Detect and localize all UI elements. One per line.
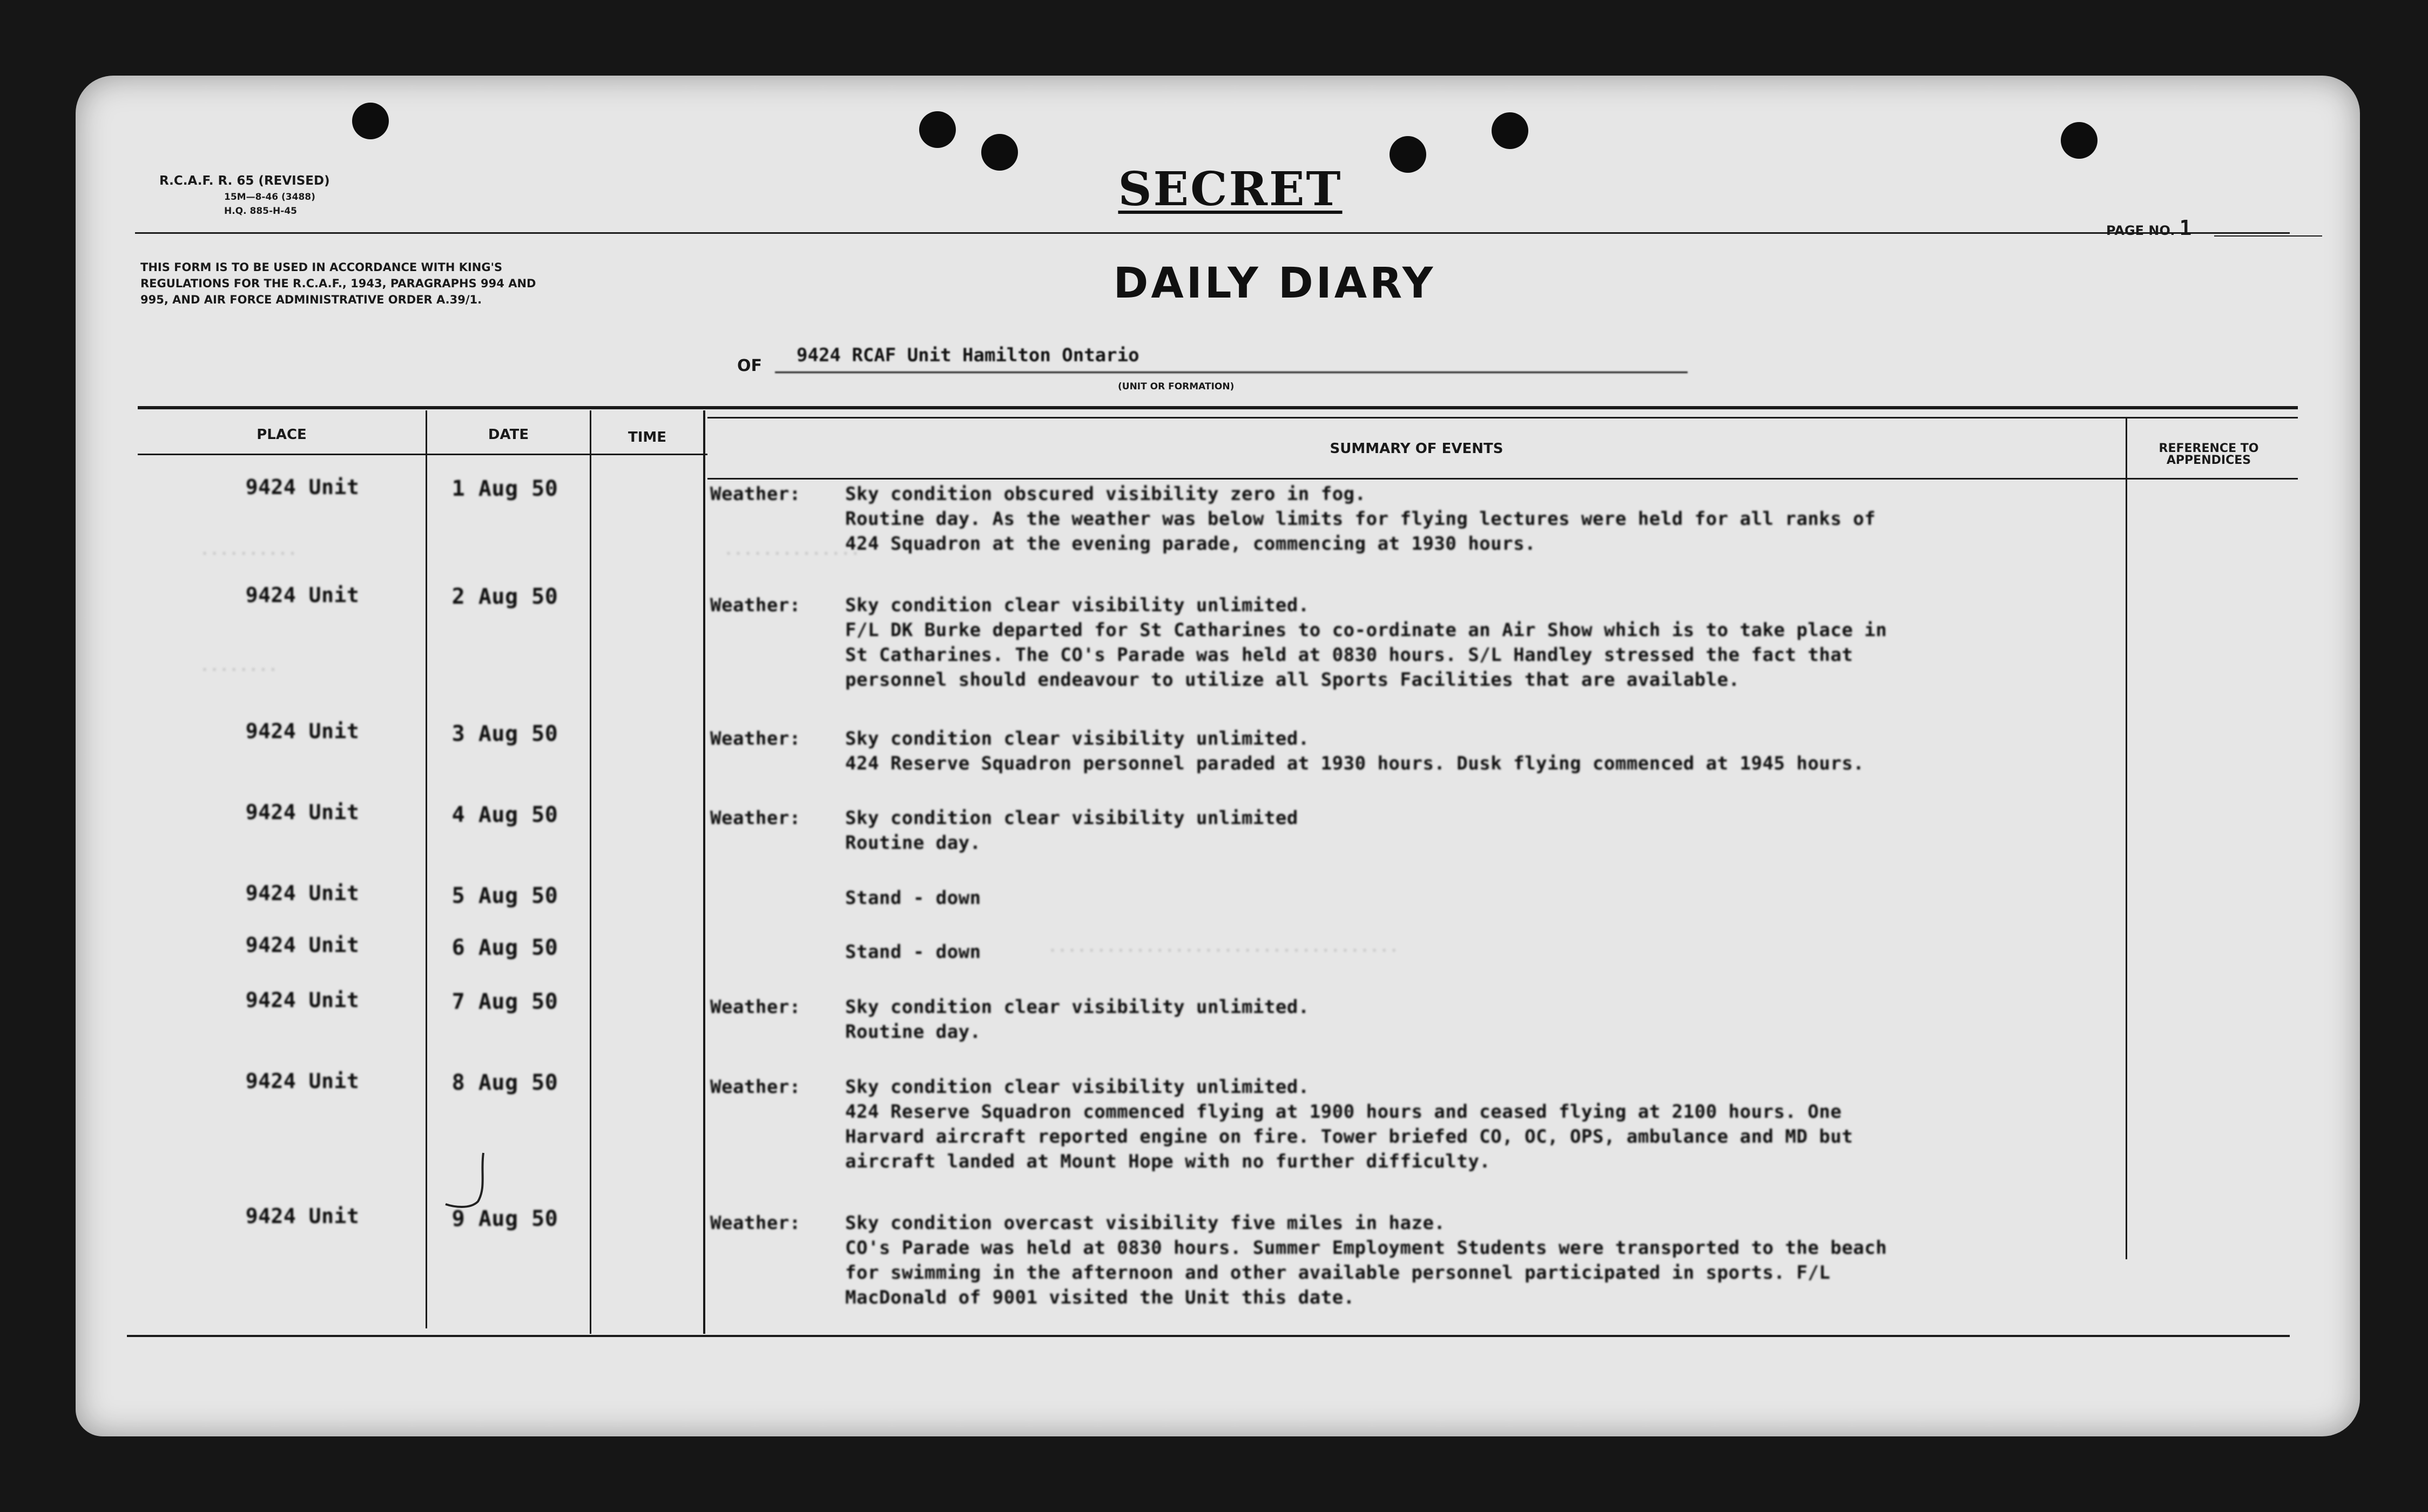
entry-date: 9 Aug 50 — [451, 1206, 558, 1231]
column-header-reference: REFERENCE TO APPENDICES — [2159, 442, 2259, 467]
entry-date: 3 Aug 50 — [451, 721, 558, 746]
entry-place: 9424 Unit — [245, 933, 360, 957]
column-header-date: DATE — [488, 427, 529, 443]
diary-form — [76, 76, 2360, 1436]
summary-line: Sky condition clear visibility unlimited. — [845, 996, 1310, 1018]
weather-label: Weather: — [710, 483, 801, 505]
summary-line: Stand - down — [845, 887, 981, 909]
summary-line: F/L DK Burke departed for St Catharines to co-ordinate an Air Show which is to take place in — [845, 619, 1887, 641]
bleed-through: .......... — [200, 540, 298, 559]
summary-line: for swimming in the afternoon and other available personnel participated in sports. F/L — [845, 1262, 1831, 1284]
pencil-mark — [427, 1150, 491, 1226]
unit-value: 9424 RCAF Unit Hamilton Ontario — [797, 345, 1139, 366]
classification-stamp: SECRET — [1118, 162, 1343, 217]
summary-line: CO's Parade was held at 0830 hours. Summer Employment Students were transported to the beach — [845, 1237, 1887, 1259]
summary-line: Sky condition clear visibility unlimited. — [845, 1076, 1310, 1098]
column-divider — [703, 410, 705, 1334]
summary-line: 424 Squadron at the evening parade, commencing at 1930 hours. — [845, 533, 1536, 555]
entry-place: 9424 Unit — [245, 1204, 360, 1228]
punch-hole — [1390, 136, 1426, 173]
summary-line: Routine day. — [845, 1021, 981, 1043]
summary-line: Sky condition clear visibility unlimited. — [845, 595, 1310, 616]
form-code — [159, 172, 330, 218]
entry-summary — [710, 593, 2179, 692]
summary-line: 424 Reserve Squadron commenced flying at 1900 hours and ceased flying at 2100 hours. One — [845, 1101, 1842, 1123]
entry-place: 9424 Unit — [245, 988, 360, 1012]
entry-date: 4 Aug 50 — [451, 802, 558, 827]
summary-line: Sky condition obscured visibility zero in fog. — [845, 483, 1366, 505]
summary-line: St Catharines. The CO's Parade was held at 0830 hours. S/L Handley stressed the fact that — [845, 644, 1853, 666]
entry-summary — [710, 482, 2179, 556]
summary-line: Sky condition overcast visibility five miles in haze. — [845, 1212, 1446, 1234]
summary-line: Stand - down — [845, 941, 981, 963]
weather-label: Weather: — [710, 595, 801, 616]
column-divider — [590, 410, 591, 1334]
page-number-label: PAGE NO. — [2106, 223, 2175, 238]
punch-hole — [2061, 122, 2097, 159]
summary-line: Harvard aircraft reported engine on fire. Tower briefed CO, OC, OPS, ambulance and MD but — [845, 1126, 1853, 1148]
form-code-line: 15M—8-46 (3488) — [224, 192, 315, 202]
punch-hole — [1492, 112, 1528, 149]
weather-label: Weather: — [710, 996, 801, 1018]
summary-line: Sky condition clear visibility unlimited. — [845, 728, 1310, 750]
entry-place: 9424 Unit — [245, 475, 360, 499]
weather-label: Weather: — [710, 728, 801, 750]
entry-place: 9424 Unit — [245, 881, 360, 905]
entry-date: 6 Aug 50 — [451, 935, 558, 960]
summary-line: MacDonald of 9001 visited the Unit this date. — [845, 1287, 1355, 1308]
weather-label: Weather: — [710, 1076, 801, 1098]
bleed-through: .................................... — [1048, 937, 1399, 956]
punch-hole — [981, 134, 1018, 171]
punch-hole — [919, 111, 956, 148]
table-top-rule — [138, 406, 2298, 409]
weather-label: Weather: — [710, 807, 801, 829]
table-header-rule — [707, 478, 2298, 480]
weather-label: Weather: — [710, 1212, 801, 1234]
entry-date: 1 Aug 50 — [451, 476, 558, 501]
unit-field — [775, 345, 1688, 373]
entry-place: 9424 Unit — [245, 719, 360, 743]
page-title: DAILY DIARY — [1113, 259, 1436, 308]
summary-line: aircraft landed at Mount Hope with no further difficulty. — [845, 1151, 1491, 1172]
entry-summary — [710, 1211, 2179, 1310]
entry-date: 5 Aug 50 — [451, 883, 558, 908]
summary-line: Sky condition clear visibility unlimited — [845, 807, 1298, 829]
punch-hole — [352, 103, 389, 139]
entry-summary — [710, 940, 2179, 964]
summary-line: Routine day. As the weather was below limits for flying lectures were held for all ranks of — [845, 508, 1876, 530]
header-rule — [135, 232, 2290, 234]
bleed-through: ........ — [200, 656, 278, 675]
table-top-rule-inner — [707, 417, 2298, 418]
unit-label: OF — [737, 356, 762, 375]
entry-summary — [710, 806, 2179, 855]
entry-place: 9424 Unit — [245, 800, 360, 824]
page-number — [2106, 216, 2191, 240]
table-bottom-rule — [127, 1335, 2290, 1337]
page-number-value: 1 — [2179, 216, 2192, 240]
form-instructions: THIS FORM IS TO BE USED IN ACCORDANCE WITH KING'S REGULATIONS FOR THE R.C.A.F., 1943, PARAGRAPHS 994 AND 995, AND AIR FORCE ADMINISTRATIVE ORDER A.39/1. — [140, 261, 536, 306]
summary-line: Routine day. — [845, 832, 981, 854]
entry-summary — [710, 726, 2179, 776]
column-header-place: PLACE — [257, 427, 307, 443]
entry-summary — [710, 995, 2179, 1044]
summary-line: personnel should endeavour to utilize all Sports Facilities that are available. — [845, 669, 1740, 691]
entry-date: 8 Aug 50 — [451, 1070, 558, 1095]
entry-summary — [710, 886, 2179, 910]
page-number-line — [2214, 235, 2322, 237]
form-code-line: R.C.A.F. R. 65 (REVISED) — [159, 174, 330, 188]
unit-caption: (UNIT OR FORMATION) — [1118, 381, 1235, 392]
entry-date: 2 Aug 50 — [451, 584, 558, 609]
bleed-through: .............. — [724, 540, 860, 559]
entry-place: 9424 Unit — [245, 1069, 360, 1093]
column-header-time: TIME — [628, 429, 667, 446]
form-code-line: H.Q. 885-H-45 — [224, 206, 297, 217]
column-header-summary: SUMMARY OF EVENTS — [1330, 441, 1503, 457]
entry-summary — [710, 1075, 2179, 1174]
table-header-rule — [138, 454, 707, 455]
entry-date: 7 Aug 50 — [451, 989, 558, 1014]
summary-line: 424 Reserve Squadron personnel paraded at 1930 hours. Dusk flying commenced at 1945 hours. — [845, 753, 1865, 774]
entry-place: 9424 Unit — [245, 583, 360, 607]
